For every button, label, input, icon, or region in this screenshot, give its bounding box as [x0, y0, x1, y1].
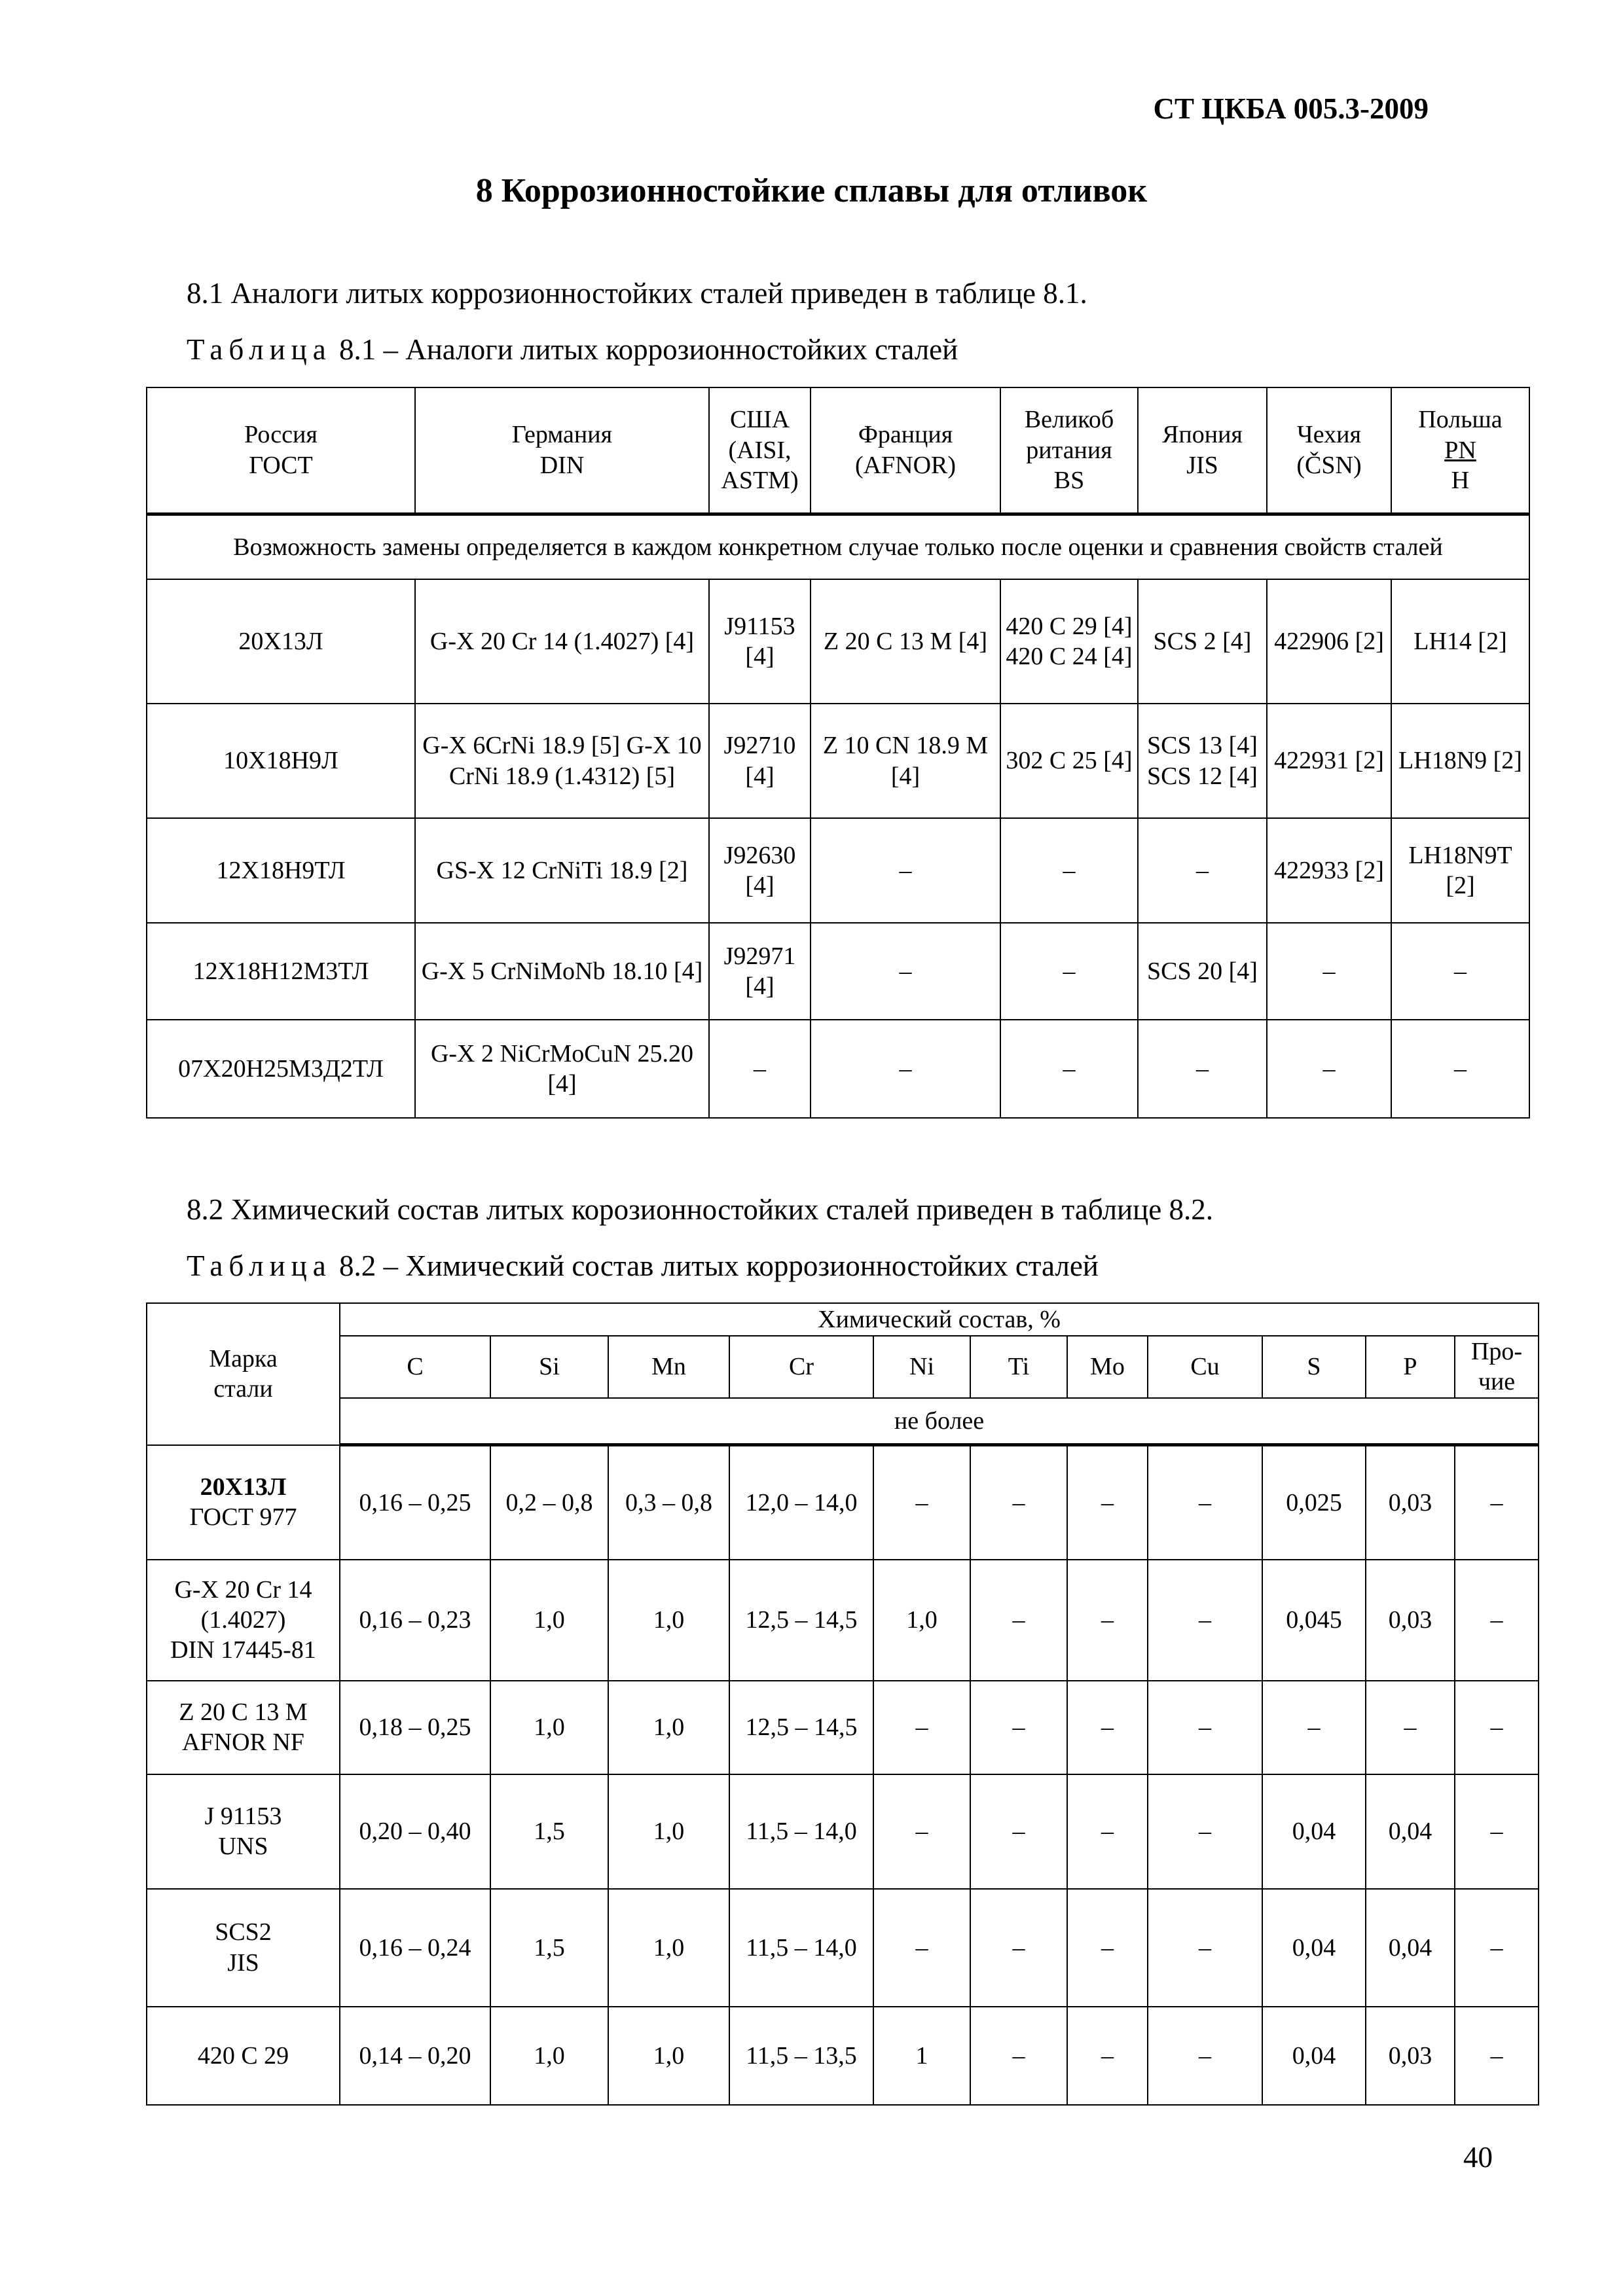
table-8-2-group-header-row — [147, 1303, 1539, 1336]
grade-cell: SCS2 JIS — [147, 1889, 340, 2007]
value-cell: – — [1067, 2007, 1148, 2105]
value-cell: 11,5 – 14,0 — [729, 1889, 873, 2007]
value-cell: – — [1366, 1681, 1455, 1774]
value-cell: 11,5 – 13,5 — [729, 2007, 873, 2105]
table-8-1-header-row — [147, 387, 1529, 514]
caption-text: 8.2 – Химический состав литых коррозионностойких сталей — [338, 1249, 1099, 1282]
value-cell: – — [1067, 1445, 1148, 1560]
grade-cell: 10Х18Н9Л — [147, 704, 415, 818]
caption-text: 8.1 – Аналоги литых коррозионностойких сталей — [338, 333, 958, 366]
value-cell: 0,04 — [1262, 2007, 1366, 2105]
grade-cell: 20Х13Л — [147, 579, 415, 704]
value-cell: 0,045 — [1262, 1560, 1366, 1681]
header-germany: Германия DIN — [415, 387, 709, 514]
value-cell: 0,04 — [1366, 1889, 1455, 2007]
afnor-cell: Z 20 C 13 M [4] — [811, 579, 1000, 704]
value-cell: – — [1148, 1681, 1262, 1774]
bs-cell: 302 C 25 [4] — [1000, 704, 1138, 818]
grade-cell: J 91153 UNS — [147, 1774, 340, 1889]
value-cell: 0,16 – 0,24 — [340, 1889, 490, 2007]
value-cell: 1,0 — [608, 1681, 729, 1774]
header-poland: Польша PN H — [1391, 387, 1529, 514]
grade-cell: 07Х20Н25М3Д2ТЛ — [147, 1020, 415, 1118]
csn-cell: 422933 [2] — [1267, 818, 1391, 923]
usa-cell: J92630 [4] — [709, 818, 811, 923]
grade-cell: 12Х18Н12М3ТЛ — [147, 923, 415, 1020]
table-row — [147, 1681, 1539, 1774]
table-8-1-note-row — [147, 514, 1529, 579]
value-cell: – — [873, 1889, 970, 2007]
value-cell: 0,3 – 0,8 — [608, 1445, 729, 1560]
value-cell: 0,025 — [1262, 1445, 1366, 1560]
value-cell: – — [1067, 1774, 1148, 1889]
header-great-britain: Великоб ритания BS — [1000, 387, 1138, 514]
din-cell: G-X 6CrNi 18.9 [5] G-X 10 CrNi 18.9 (1.4312) [5] — [415, 704, 709, 818]
jis-cell: SCS 2 [4] — [1138, 579, 1267, 704]
value-cell: 0,16 – 0,25 — [340, 1445, 490, 1560]
header-usa: США (AISI, ASTM) — [709, 387, 811, 514]
value-cell: – — [1455, 1681, 1539, 1774]
header-element: Cu — [1148, 1336, 1262, 1398]
page-number: 40 — [1463, 2141, 1493, 2174]
din-cell: G-X 5 CrNiMoNb 18.10 [4] — [415, 923, 709, 1020]
table-row — [147, 1020, 1529, 1118]
header-element: Ni — [873, 1336, 970, 1398]
din-cell: G-X 20 Cr 14 (1.4027) [4] — [415, 579, 709, 704]
bs-cell: – — [1000, 1020, 1138, 1118]
intro-paragraph-8-2: 8.2 Химический состав литых корозионностойких сталей приведен в таблице 8.2. — [187, 1193, 1213, 1226]
grade-cell: 420 C 29 — [147, 2007, 340, 2105]
value-cell: – — [1455, 1560, 1539, 1681]
document-code: СТ ЦКБА 005.3-2009 — [1153, 92, 1429, 125]
header-chemical-composition: Химический состав, % — [340, 1303, 1539, 1336]
value-cell: – — [970, 1445, 1067, 1560]
value-cell: 1,0 — [490, 1681, 608, 1774]
pn-cell: LH14 [2] — [1391, 579, 1529, 704]
grade-cell: 12Х18Н9ТЛ — [147, 818, 415, 923]
value-cell: 0,04 — [1262, 1774, 1366, 1889]
jis-cell: SCS 13 [4] SCS 12 [4] — [1138, 704, 1267, 818]
grade-cell: Z 20 C 13 M AFNOR NF — [147, 1681, 340, 1774]
header-element: P — [1366, 1336, 1455, 1398]
header-russia: Россия ГОСТ — [147, 387, 415, 514]
value-cell: 1,0 — [608, 1889, 729, 2007]
grade-cell: G-X 20 Cr 14 (1.4027) DIN 17445-81 — [147, 1560, 340, 1681]
value-cell: 12,0 – 14,0 — [729, 1445, 873, 1560]
value-cell: 1,0 — [873, 1560, 970, 1681]
caption-label: Таблица — [187, 333, 332, 366]
header-element-other: Про-чие — [1455, 1336, 1539, 1398]
max-limit-note: не более — [340, 1398, 1539, 1445]
value-cell: 0,04 — [1262, 1889, 1366, 2007]
value-cell: 12,5 – 14,5 — [729, 1681, 873, 1774]
value-cell: – — [1148, 1774, 1262, 1889]
table-8-2-caption — [187, 1249, 1496, 1283]
afnor-cell: – — [811, 1020, 1000, 1118]
bs-cell: 420 C 29 [4] 420 C 24 [4] — [1000, 579, 1138, 704]
value-cell: – — [1148, 1445, 1262, 1560]
value-cell: 1 — [873, 2007, 970, 2105]
value-cell: 0,14 – 0,20 — [340, 2007, 490, 2105]
value-cell: 0,04 — [1366, 1774, 1455, 1889]
value-cell: – — [1148, 2007, 1262, 2105]
table-row — [147, 818, 1529, 923]
value-cell: 1,0 — [608, 1560, 729, 1681]
header-element: C — [340, 1336, 490, 1398]
value-cell: – — [1067, 1681, 1148, 1774]
usa-cell: J92710 [4] — [709, 704, 811, 818]
intro-paragraph-8-1: 8.1 Аналоги литых коррозионностойких сталей приведен в таблице 8.1. — [187, 277, 1087, 310]
bs-cell: – — [1000, 818, 1138, 923]
csn-cell: – — [1267, 923, 1391, 1020]
header-element: Cr — [729, 1336, 873, 1398]
jis-cell: SCS 20 [4] — [1138, 923, 1267, 1020]
value-cell: – — [873, 1774, 970, 1889]
header-element: Si — [490, 1336, 608, 1398]
value-cell: 11,5 – 14,0 — [729, 1774, 873, 1889]
value-cell: – — [1148, 1889, 1262, 2007]
table-8-1-analogues — [146, 387, 1530, 1119]
pn-cell: – — [1391, 1020, 1529, 1118]
value-cell: – — [1262, 1681, 1366, 1774]
pn-cell: LH18N9 [2] — [1391, 704, 1529, 818]
table-8-1-caption — [187, 332, 1496, 367]
value-cell: 0,18 – 0,25 — [340, 1681, 490, 1774]
header-element: Ti — [970, 1336, 1067, 1398]
value-cell: 0,03 — [1366, 1560, 1455, 1681]
value-cell: – — [970, 2007, 1067, 2105]
header-japan: Япония JIS — [1138, 387, 1267, 514]
replacement-note: Возможность замены определяется в каждом конкретном случае только после оценки и сравнения свойств сталей — [147, 514, 1529, 579]
value-cell: – — [873, 1681, 970, 1774]
section-title: 8 Коррозионностойкие сплавы для отливок — [475, 172, 1148, 209]
table-row — [147, 1560, 1539, 1681]
afnor-cell: Z 10 CN 18.9 M [4] — [811, 704, 1000, 818]
value-cell: – — [1067, 1560, 1148, 1681]
bs-cell: – — [1000, 923, 1138, 1020]
value-cell: – — [970, 1774, 1067, 1889]
afnor-cell: – — [811, 818, 1000, 923]
jis-cell: – — [1138, 1020, 1267, 1118]
value-cell: 1,5 — [490, 1889, 608, 2007]
value-cell: – — [1148, 1560, 1262, 1681]
value-cell: 1,0 — [490, 2007, 608, 2105]
caption-label: Таблица — [187, 1249, 332, 1282]
value-cell: 1,0 — [608, 2007, 729, 2105]
pn-cell: – — [1391, 923, 1529, 1020]
din-cell: G-X 2 NiCrMoCuN 25.20 [4] — [415, 1020, 709, 1118]
value-cell: 0,16 – 0,23 — [340, 1560, 490, 1681]
value-cell: – — [1455, 1445, 1539, 1560]
value-cell: 0,03 — [1366, 1445, 1455, 1560]
value-cell: – — [970, 1560, 1067, 1681]
table-row — [147, 1774, 1539, 1889]
jis-cell: – — [1138, 818, 1267, 923]
din-cell: GS-X 12 CrNiTi 18.9 [2] — [415, 818, 709, 923]
table-row — [147, 704, 1529, 818]
value-cell: – — [970, 1681, 1067, 1774]
value-cell: – — [1455, 1774, 1539, 1889]
table-8-2-element-header-row — [147, 1336, 1539, 1398]
table-8-2-chemical-composition — [146, 1302, 1539, 2106]
table-row — [147, 2007, 1539, 2105]
value-cell: – — [1067, 1889, 1148, 2007]
pn-cell: LH18N9T [2] — [1391, 818, 1529, 923]
value-cell: 0,03 — [1366, 2007, 1455, 2105]
usa-cell: J92971 [4] — [709, 923, 811, 1020]
table-row — [147, 579, 1529, 704]
header-element: Mo — [1067, 1336, 1148, 1398]
grade-cell: 20Х13Л ГОСТ 977 — [147, 1445, 340, 1560]
header-france: Франция (AFNOR) — [811, 387, 1000, 514]
value-cell: 0,20 – 0,40 — [340, 1774, 490, 1889]
csn-cell: 422906 [2] — [1267, 579, 1391, 704]
value-cell: 1,0 — [490, 1560, 608, 1681]
value-cell: 0,2 – 0,8 — [490, 1445, 608, 1560]
csn-cell: 422931 [2] — [1267, 704, 1391, 818]
header-czech: Чехия (ČSN) — [1267, 387, 1391, 514]
value-cell: – — [873, 1445, 970, 1560]
value-cell: – — [1455, 1889, 1539, 2007]
table-row — [147, 1889, 1539, 2007]
csn-cell: – — [1267, 1020, 1391, 1118]
header-element: S — [1262, 1336, 1366, 1398]
table-row — [147, 923, 1529, 1020]
table-row — [147, 1445, 1539, 1560]
value-cell: – — [970, 1889, 1067, 2007]
header-element: Mn — [608, 1336, 729, 1398]
usa-cell: – — [709, 1020, 811, 1118]
value-cell: 1,0 — [608, 1774, 729, 1889]
table-8-2-limit-row — [147, 1398, 1539, 1445]
header-steel-grade: Марка стали — [147, 1303, 340, 1445]
usa-cell: J91153 [4] — [709, 579, 811, 704]
afnor-cell: – — [811, 923, 1000, 1020]
value-cell: – — [1455, 2007, 1539, 2105]
value-cell: 12,5 – 14,5 — [729, 1560, 873, 1681]
value-cell: 1,5 — [490, 1774, 608, 1889]
